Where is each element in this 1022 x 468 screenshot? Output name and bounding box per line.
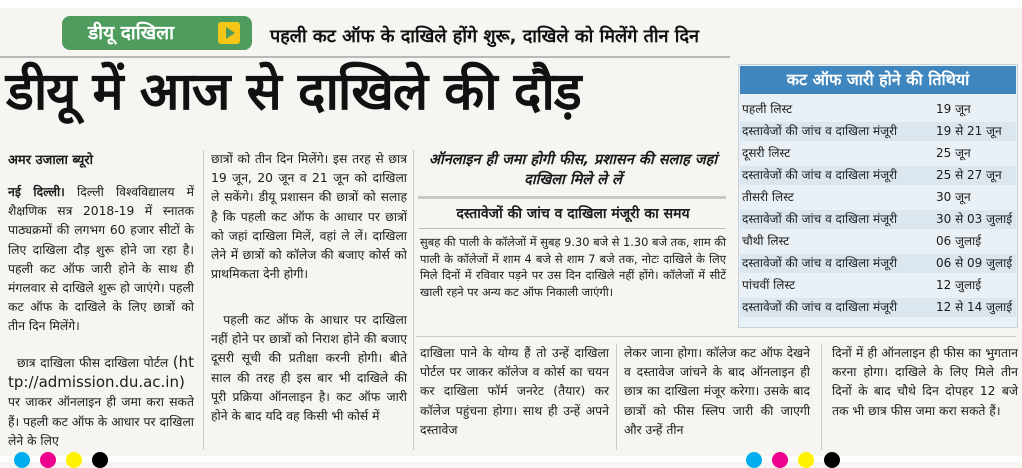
- subheadline-rule: [418, 196, 726, 199]
- article-paragraph-4: पहली कट ऑफ के आधार पर दाखिला नहीं होने पर छात्रों को निराश होने की बजाए दूसरी सूची की प्रतीक्षा करनी होगी। बीते साल की तरह ही इस बार भी दाखिले की पूरी प्रक्रिया ऑनलाइन है। कट ऑफ जारी होने के बाद यदि वह किसी भी कोर्स में: [211, 313, 407, 424]
- schedule-row: [740, 122, 1016, 141]
- registration-dot-black: [824, 452, 840, 468]
- column-divider: [821, 344, 822, 450]
- schedule-row-label: चौथी लिस्ट: [742, 234, 790, 248]
- subheadline: ऑनलाइन ही जमा होगी फीस, प्रशासन की सलाह जहां दाखिला मिले ले लें: [428, 152, 718, 188]
- schedule-row-date: 19 जून: [936, 102, 971, 116]
- dateline: नई दिल्ली।: [8, 185, 65, 199]
- timing-text: सुबह की पाली के कॉलेजों में सुबह 9.30 बजे से 1.30 बजे तक, शाम की पाली के कॉलेजों में शाम 4 बजे से शाम 7 बजे तक, नोटः दाखिले के लिए मिले दिनों में रविवार पड़ने पर उस दिन दाखिले नहीं होंगे। कॉलेजों में सीटें खाली रहने पर अन्य कट ऑफ निकाली जाएंगी।: [420, 235, 726, 299]
- column-divider: [203, 150, 204, 450]
- timing-rule: [418, 228, 726, 229]
- article-column-4: दाखिला पाने के योग्य हैं तो उन्हें दाखिला पोर्टल पर जाकर कॉलेज व कोर्स का चयन कर दाखिला फॉर्म जनरेट (तैयार) कर कॉलेज पहुंचना होगा। साथ ही उन्हें अपने दस्तावेज: [420, 346, 609, 437]
- schedule-row-date: 30 जून: [936, 190, 971, 204]
- registration-dot-cyan: [746, 452, 762, 468]
- schedule-row-date: 06 जुलाई: [936, 234, 982, 248]
- schedule-row: [740, 254, 1016, 273]
- schedule-row: [740, 188, 1016, 207]
- schedule-row: [740, 298, 1016, 317]
- column-divider: [413, 150, 414, 450]
- schedule-row-date: 06 से 09 जुलाई: [936, 256, 1013, 270]
- article-column-5: लेकर जाना होगा। कॉलेज कट ऑफ देखने व दस्तावेज जांचने के बाद ऑनलाइन ही छात्र का दाखिला मंजूर करेगा। उसके बाद छात्रों को फीस स्लिप जारी की जाएगी और उन्हें तीन: [624, 346, 810, 437]
- schedule-row-date: 12 जुलाई: [936, 278, 982, 292]
- schedule-row-label: तीसरी लिस्ट: [742, 190, 794, 204]
- article-paragraph-1: दिल्ली विश्वविद्यालय में शैक्षणिक सत्र 2018-19 में स्नातक पाठ्यक्रमों की लगभग 60 हजार सीटों के लिए दाखिला दौड़ शुरू होने जा रहा है। पहली कट ऑफ जारी होने के साथ ही मंगलवार से दाखिले शुरू हो जाएंगे। पहली कट ऑफ के दाखिले के लिए छात्रों को तीन दिन मिलेंगे।: [8, 185, 195, 334]
- section-badge-label: डीयू दाखिला: [88, 22, 174, 44]
- schedule-title: कट ऑफ जारी होने की तिथियां: [740, 66, 1016, 94]
- schedule-row: [740, 166, 1016, 185]
- article-paragraph-3: पर जाकर ऑनलाइन ही जमा करा सकते हैं। पहली कट ऑफ के आधार पर दाखिला लेने के लिए: [8, 395, 194, 448]
- schedule-row: [740, 276, 1016, 295]
- schedule-row-date: 25 जून: [936, 146, 971, 160]
- schedule-row-label: दूसरी लिस्ट: [742, 146, 791, 160]
- bottom-strip: [0, 456, 1022, 462]
- headline: डीयू में आज से दाखिले की दौड़: [6, 62, 581, 122]
- play-icon: [218, 22, 240, 44]
- article-column-6: दिनों में ही ऑनलाइन ही फीस का भुगतान करना होगा। दाखिले के लिए मिले तीन दिनों के बाद चौथे दिन दोपहर 12 बजे तक भी छात्र फीस जमा करा सकते हैं।: [832, 346, 1018, 418]
- schedule-row-label: दस्तावेजों की जांच व दाखिला मंजूरी: [742, 256, 898, 270]
- schedule-row-label: दस्तावेजों की जांच व दाखिला मंजूरी: [742, 212, 898, 226]
- byline: अमर उजाला ब्यूरो: [8, 153, 93, 168]
- article-column-1: [8, 183, 194, 337]
- top-rule: [0, 56, 730, 58]
- registration-dot-magenta: [772, 452, 788, 468]
- schedule-row: [740, 144, 1016, 163]
- schedule-row-label: दस्तावेजों की जांच व दाखिला मंजूरी: [742, 300, 898, 314]
- schedule-row-label: पहली लिस्ट: [742, 102, 793, 116]
- bottom-rule: [416, 336, 1016, 337]
- schedule-row-label: दस्तावेजों की जांच व दाखिला मंजूरी: [742, 124, 898, 138]
- schedule-row: [740, 210, 1016, 229]
- portal-url: (http://admission.du.ac.in): [8, 353, 194, 392]
- registration-dot-yellow: [66, 452, 82, 468]
- schedule-row-label: दस्तावेजों की जांच व दाखिला मंजूरी: [742, 168, 898, 182]
- registration-dot-magenta: [40, 452, 56, 468]
- top-strip: [0, 0, 1022, 8]
- schedule-row: [740, 100, 1016, 119]
- registration-dot-black: [92, 452, 108, 468]
- registration-dot-cyan: [14, 452, 30, 468]
- schedule-row-label: पांचवीं लिस्ट: [742, 278, 796, 292]
- schedule-row-date: 19 से 21 जून: [936, 124, 1002, 138]
- schedule-row-date: 30 से 03 जुलाई: [936, 212, 1013, 226]
- article-column-2: छात्रों को तीन दिन मिलेंगे। इस तरह से छात्र 19 जून, 20 जून व 21 जून को दाखिला ले सकेंगे। डीयू प्रशासन की छात्रों को सलाह है कि पहली कट ऑफ के आधार पर छात्रों को जहां दाखिला मिलें, वहां ले लें। दाखिला लेने में छात्रों को कॉलेज की बजाए कोर्स को प्राथमिकता देनी होगी।: [211, 152, 407, 282]
- timing-section-title: दस्तावेजों की जांच व दाखिला मंजूरी का समय: [456, 206, 690, 222]
- kicker-line: पहली कट ऑफ के दाखिले होंगे शुरू, दाखिले को मिलेंगे तीन दिन: [270, 26, 700, 47]
- schedule-row-date: 12 से 14 जुलाई: [936, 300, 1013, 314]
- schedule-row: [740, 232, 1016, 251]
- article-column-2-cont: [211, 311, 407, 426]
- schedule-row-date: 25 से 27 जून: [936, 168, 1002, 182]
- article-column-1-cont: [8, 353, 194, 451]
- registration-dot-yellow: [798, 452, 814, 468]
- column-divider: [616, 344, 617, 450]
- article-paragraph-2: छात्र दाखिला फीस दाखिला पोर्टल: [17, 356, 169, 370]
